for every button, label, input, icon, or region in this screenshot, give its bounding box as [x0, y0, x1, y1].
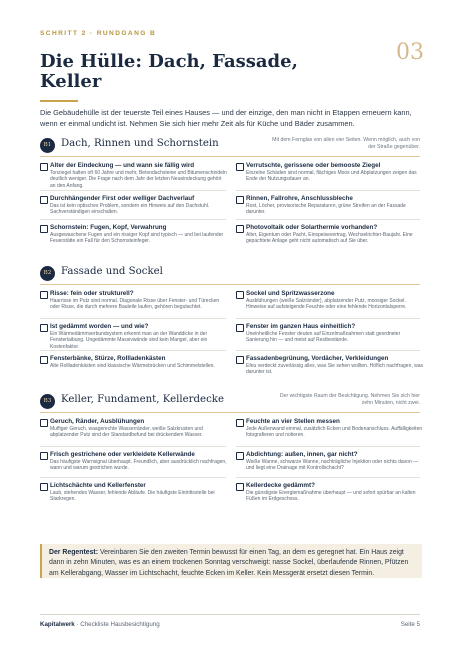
item-title: Risse: fein oder strukturell?: [50, 290, 134, 297]
item-description: Alte Rollladenkästen sind klassische Wärmebrücken und Schimmelstellen.: [50, 363, 215, 369]
item-title: Verrutschte, gerissene oder bemooste Ziegel: [246, 162, 381, 169]
checkbox[interactable]: [236, 419, 244, 427]
item-title: Rinnen, Fallrohre, Anschlussbleche: [246, 195, 353, 202]
item-title: Sockel und Spritzwasserzone: [246, 290, 335, 297]
section-divider: [40, 156, 420, 157]
checkbox[interactable]: [40, 324, 48, 332]
section-badge: B1: [40, 138, 55, 153]
item-title: Durchhängender First oder welliger Dachverlauf: [50, 195, 195, 202]
checkbox[interactable]: [40, 419, 48, 427]
page-marker: 03: [396, 40, 424, 65]
item-title: Lichtschächte und Kellerfenster: [50, 482, 146, 489]
item-description: Muffiger Geruch, waagerechte Wasserränder, weiße Salzkrusten und abplatzender Putz sind der Standardbefund bei drückendem Wasser.: [50, 426, 203, 439]
checkbox[interactable]: [40, 291, 48, 299]
item-title: Geruch, Ränder, Ausblühungen: [50, 418, 145, 425]
footer-divider: [40, 614, 420, 615]
item-description: Ausblühungen (weiße Salzränder), abplatzender Putz, moosiger Sockel. Hinweise auf aufsteigende Feuchte oder eine fehlende Horizontalsperre.: [246, 298, 407, 311]
item-description: Ein Wärmedämmverbundsystem erkennt man an der Wanddicke in der Fensterlaibung. Ungedämmte Massivwände sind kein Mangel, aber ein Kostenfaktor.: [50, 331, 208, 350]
item-separator: [236, 477, 420, 478]
checkbox[interactable]: [40, 225, 48, 233]
eyebrow: SCHRITT 2 · RUNDGANG B: [40, 30, 157, 37]
page-title: Die Hülle: Dach, Fassade, Keller: [40, 51, 298, 92]
checkbox[interactable]: [40, 163, 48, 171]
item-title: Frisch gestrichene oder verkleidete Kellerwände: [50, 451, 195, 458]
item-description: Rost, Löcher, provisorische Reparaturen, grüne Streifen an der Fassade darunter.: [246, 203, 406, 216]
item-title: Fenster im ganzen Haus einheitlich?: [246, 323, 356, 330]
item-description: Haarrisse im Putz sind normal. Diagonale Risse über Fenster- und Türecken oder Risse, die durch mehrere Bauteile laufen, gehören begutachtet.: [50, 298, 220, 311]
rain-test-callout: [40, 544, 422, 578]
item-title: Abdichtung: außen, innen, gar nicht?: [246, 451, 358, 458]
section-title: Fassade und Sockel: [61, 266, 163, 277]
checkbox[interactable]: [236, 324, 244, 332]
item-title: Fensterbänke, Stürze, Rollladenkästen: [50, 355, 166, 362]
item-separator: [40, 477, 226, 478]
item-description: Das ist kein optisches Problem, sondern ein Hinweis auf den Dachstuhl. Sachverständigen einschalten.: [50, 203, 210, 216]
item-title: Schornstein: Fugen, Kopf, Verwahrung: [50, 224, 167, 231]
item-description: Jede Außenwand einmal, zusätzlich Ecken und Bodenanschluss. Auffälligkeiten fotografieren und notieren.: [246, 426, 423, 439]
section-divider: [40, 284, 420, 285]
item-separator: [40, 219, 226, 220]
title-rule: [40, 100, 78, 102]
lead-paragraph: Die Gebäudehülle ist der teuerste Teil eines Hauses — und der einzige, den man nicht in Etappen erneuern kann, wenn er einmal undicht ist. Nehmen Sie sich hier mehr Zeit als für Küche und Bäder zusammen.: [40, 108, 412, 128]
item-title: Feuchte an vier Stellen messen: [246, 418, 340, 425]
item-title: Alter der Eindeckung — und wann sie fällig wird: [50, 162, 195, 169]
checkbox[interactable]: [236, 483, 244, 491]
section-badge: B3: [40, 394, 55, 409]
footer-page-number: Seite 5: [400, 621, 420, 628]
item-description: Ausgewaschene Fugen und ein rissiger Kopf sind typisch — und bei laufender Feuerstätte ein Fall für den Schornsteinfeger.: [50, 232, 224, 245]
section-header-b1: [40, 137, 420, 155]
section-divider: [40, 412, 420, 413]
item-description: Efeu verdeckt zuverlässig alles, was Sie sehen wollten. Höflich nachfragen, was darunter ist.: [246, 363, 424, 376]
checkbox[interactable]: [236, 196, 244, 204]
item-description: Laub, stehendes Wasser, fehlende Abläufe. Die häufigste Eintrittsstelle bei Starkregen.: [50, 490, 215, 503]
item-separator: [236, 446, 420, 447]
item-title: Photovoltaik oder Solarthermie vorhanden?: [246, 224, 378, 231]
item-separator: [40, 318, 226, 319]
item-title: Fassadenbegrünung, Vordächer, Verkleidungen: [246, 355, 389, 362]
checkbox[interactable]: [40, 452, 48, 460]
section-note: Der wichtigste Raum der Besichtigung. Nehmen Sie sich hier zehn Minuten, nicht zwei.: [279, 393, 420, 406]
section-title: Dach, Rinnen und Schornstein: [61, 138, 219, 149]
section-badge: B2: [40, 266, 55, 281]
checkbox[interactable]: [236, 225, 244, 233]
footer-subtitle: · Checkliste Hausbesichtigung: [74, 621, 160, 628]
section-title: Keller, Fundament, Kellerdecke: [61, 394, 224, 405]
callout-body: Vereinbaren Sie den zweiten Termin bewusst für einen Tag, an dem es geregnet hat. Ein Haus zeigt dann in zehn Minuten, was es an einem trockenen Sonntag verschweigt: nasse Sockel, überlaufende Rinnen, Pfützen am Kellerabgang, Wasser im Lichtschacht, feuchte Ecken im Keller. Kein Messgerät ersetzt diesen Termin.: [49, 549, 409, 577]
item-separator: [236, 219, 420, 220]
item-separator: [40, 350, 226, 351]
checkbox[interactable]: [236, 356, 244, 364]
callout-text: [49, 548, 417, 579]
item-title: Ist gedämmt worden — und wie?: [50, 323, 149, 330]
item-description: Tonziegel halten oft 60 Jahre und mehr, Betondachsteine und Bitumenschindeln deutlich weniger. Die Frage nach dem Jahr der letzten Neueindeckung gehört an den Anfang.: [50, 170, 227, 189]
item-description: Uneinheitliche Fenster deuten auf Einzelmaßnahmen statt geordneter Sanierung hin — und meist auf Restbestände.: [246, 331, 401, 344]
checkbox[interactable]: [236, 163, 244, 171]
item-description: Weiße Wanne, schwarze Wanne, nachträgliche Injektion oder nichts davon — und liegt eine Drainage mit Kontrollschacht?: [246, 459, 419, 472]
checkbox[interactable]: [40, 483, 48, 491]
item-description: Die günstigste Energiemaßnahme überhaupt — und sofort spürbar an kalten Füßen im Erdgeschoss.: [246, 490, 416, 503]
item-description: Alter, Eigentum oder Pacht, Einspeisevertrag, Wechselrichter-Baujahr. Eine gepachtete Anlage geht nicht automatisch auf Sie über.: [246, 232, 413, 245]
item-title: Kellerdecke gedämmt?: [246, 482, 315, 489]
section-header-b3: [40, 393, 420, 411]
checkbox[interactable]: [236, 452, 244, 460]
checkbox[interactable]: [40, 356, 48, 364]
item-separator: [40, 190, 226, 191]
checkbox[interactable]: [40, 196, 48, 204]
callout-label: Der Regentest:: [49, 549, 99, 556]
item-separator: [236, 350, 420, 351]
section-note: Mit dem Fernglas von allen vier Seiten. Wenn möglich, auch von der Straße gegenüber.: [272, 137, 420, 150]
item-separator: [40, 446, 226, 447]
item-description: Das häufigste Warnsignal überhaupt. Freundlich, aber ausdrücklich nachfragen, wann und warum gestrichen wurde.: [50, 459, 227, 472]
footer-brand: [40, 621, 160, 628]
item-separator: [236, 318, 420, 319]
checkbox[interactable]: [236, 291, 244, 299]
footer-brand-name: Kapitalwerk: [40, 621, 75, 628]
item-separator: [236, 190, 420, 191]
section-header-b2: [40, 265, 420, 283]
item-description: Einzelne Schäden sind normal, flächiges Moos und Abplatzungen zeigen das Ende der Nutzungsdauer an.: [246, 170, 417, 183]
